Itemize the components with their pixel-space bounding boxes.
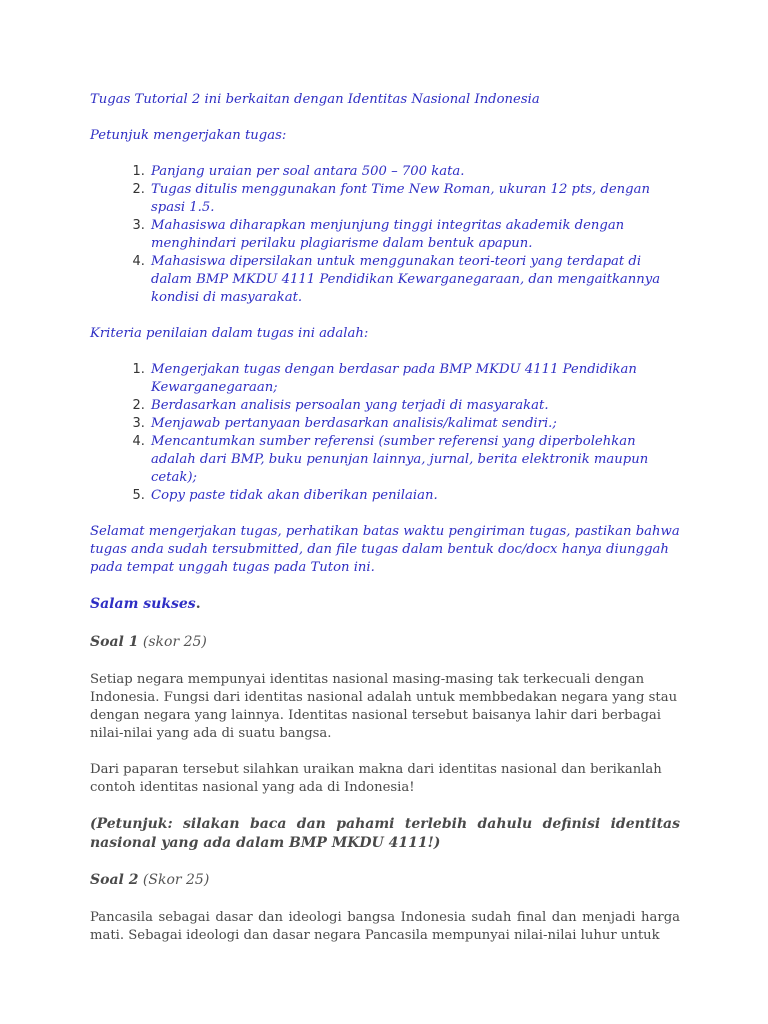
- instruction-item: 4. Mahasiswa dipersilakan untuk menggunakan teori-teori yang terdapat di dalam BMP MKDU 4111 Pendidikan Kewarganegaraan, dan mengaitkannya kondisi di masyarakat.: [149, 253, 680, 307]
- criteria-list: [90, 361, 680, 505]
- soal-2-paragraph-1: Pancasila sebagai dasar dan ideologi bangsa Indonesia sudah final dan menjadi harga mati. Sebagai ideologi dan dasar negara Pancasila mempunyai nilai-nilai luhur untuk: [90, 910, 680, 943]
- instructions-label: Petunjuk mengerjakan tugas:: [90, 128, 287, 143]
- criteria-item: 3. Menjawab pertanyaan berdasarkan analisis/kalimat sendiri.;: [149, 415, 680, 433]
- document-page: [90, 91, 680, 945]
- closing-note: Selamat mengerjakan tugas, perhatikan batas waktu pengiriman tugas, pastikan bahwa tugas anda sudah tersubmitted, dan file tugas dalam bentuk doc/docx hanya diunggah pada tempat unggah tugas pada Tuton ini.: [90, 524, 680, 575]
- salam-sukses: [90, 595, 680, 613]
- soal-1-title: Soal 1: [90, 634, 139, 650]
- instruction-item: 2. Tugas ditulis menggunakan font Time New Roman, ukuran 12 pts, dengan spasi 1.5.: [149, 181, 680, 217]
- salam-period: .: [195, 596, 201, 612]
- soal-1-paragraph-1: Setiap negara mempunyai identitas nasional masing-masing tak terkecuali dengan Indonesia. Fungsi dari identitas nasional adalah untuk membbedakan negara yang stau dengan negara yang lainnya. Identitas nasional tersebut baisanya lahir dari berbagai nilai-nilai yang ada di suatu bangsa.: [90, 672, 678, 741]
- criteria-item: 4. Mencantumkan sumber referensi (sumber referensi yang diperbolehkan adalah dari BMP, buku penunjan lainnya, jurnal, berita elektronik maupun cetak);: [149, 433, 680, 487]
- instruction-item: 3. Mahasiswa diharapkan menjunjung tinggi integritas akademik dengan menghindari perilaku plagiarisme dalam bentuk apapun.: [149, 217, 680, 253]
- soal-2-heading: [90, 871, 680, 889]
- instruction-item: 1. Panjang uraian per soal antara 500 – 700 kata.: [149, 163, 680, 181]
- criteria-item: 2. Berdasarkan analisis persoalan yang terjadi di masyarakat.: [149, 397, 680, 415]
- soal-1-paragraph-2: Dari paparan tersebut silahkan uraikan makna dari identitas nasional dan berikanlah contoh identitas nasional yang ada di Indonesia!: [90, 762, 662, 795]
- assignment-title: Tugas Tutorial 2 ini berkaitan dengan Identitas Nasional Indonesia: [90, 92, 540, 107]
- salam-text: Salam sukses: [90, 596, 196, 612]
- soal-1-score: (skor 25): [142, 634, 207, 650]
- soal-2-title: Soal 2: [90, 872, 139, 888]
- instructions-list: [90, 163, 680, 307]
- criteria-item: 5. Copy paste tidak akan diberikan penilaian.: [149, 487, 680, 505]
- soal-1-heading: [90, 633, 680, 651]
- soal-2-score: (Skor 25): [142, 872, 210, 888]
- criteria-item: 1. Mengerjakan tugas dengan berdasar pada BMP MKDU 4111 Pendidikan Kewarganegaraan;: [149, 361, 680, 397]
- soal-1-hint: (Petunjuk: silakan baca dan pahami terlebih dahulu definisi identitas nasional yang ada dalam BMP MKDU 4111!): [90, 816, 680, 851]
- criteria-label: Kriteria penilaian dalam tugas ini adalah:: [90, 326, 369, 341]
